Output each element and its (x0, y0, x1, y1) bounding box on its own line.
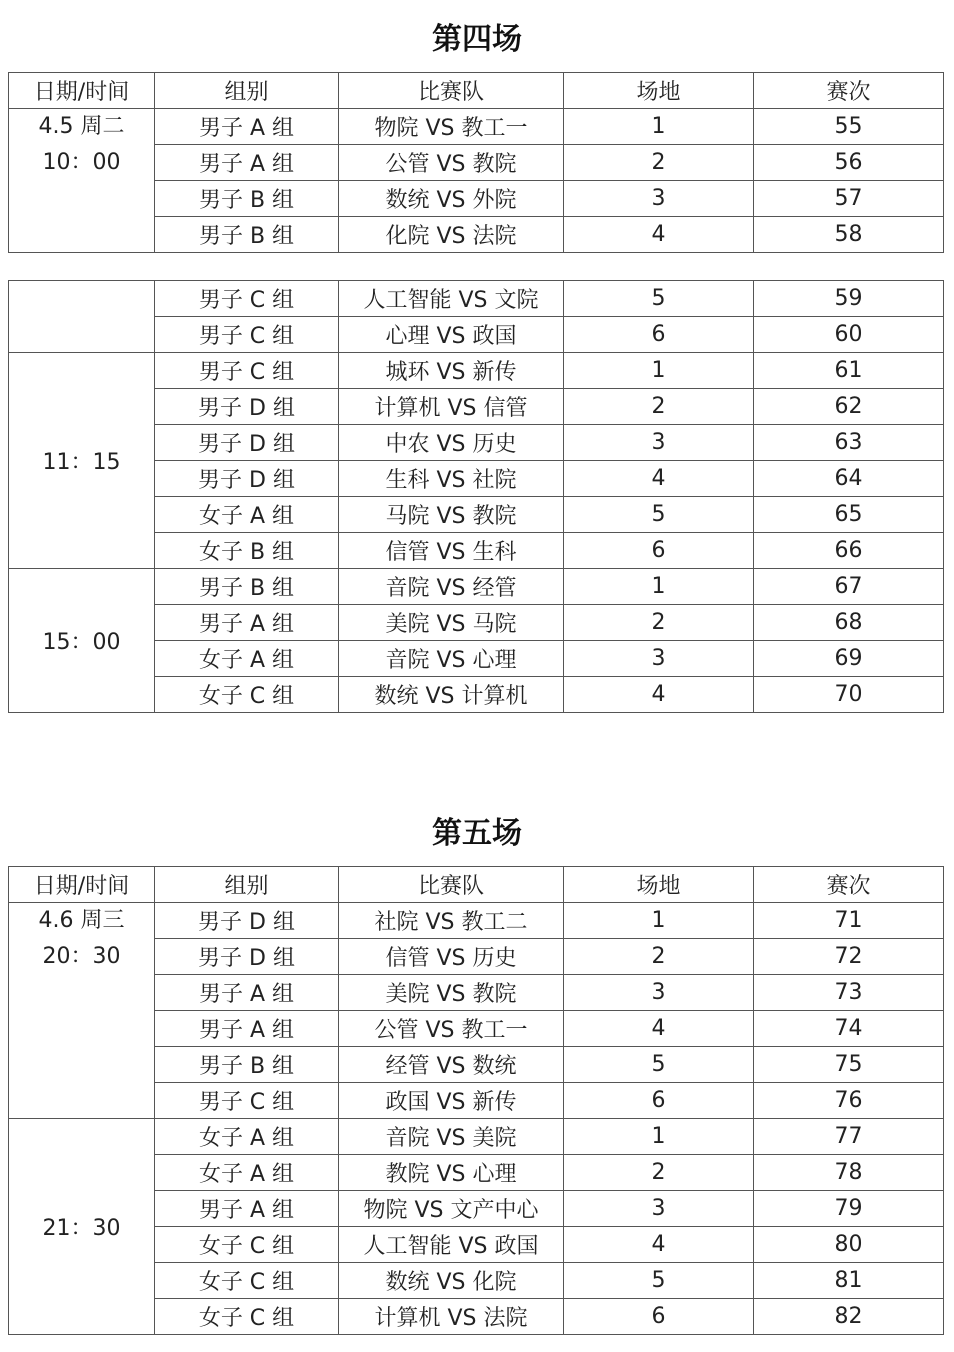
match-number-cell: 56 (754, 145, 944, 181)
group-cell: 女子 C 组 (155, 1227, 339, 1263)
table-row (9, 109, 944, 145)
court-cell: 2 (564, 145, 754, 181)
date-label: 4.5 周二 (38, 114, 125, 139)
court-cell: 5 (564, 1047, 754, 1083)
header-group: 组别 (155, 867, 339, 903)
match-cell: 化院 VS 法院 (339, 217, 564, 253)
court-cell: 3 (564, 425, 754, 461)
match-number-cell: 55 (754, 109, 944, 145)
court-cell: 6 (564, 533, 754, 569)
match-number-cell: 77 (754, 1119, 944, 1155)
section-title: 第四场 (432, 22, 522, 57)
match-number-cell: 76 (754, 1083, 944, 1119)
header-match-number: 赛次 (754, 867, 944, 903)
group-cell: 男子 A 组 (155, 975, 339, 1011)
header-group: 组别 (155, 73, 339, 109)
table-row (9, 1119, 944, 1155)
time-label: 21：30 (42, 1216, 121, 1241)
court-cell: 3 (564, 975, 754, 1011)
match-number-cell: 62 (754, 389, 944, 425)
match-number-cell: 65 (754, 497, 944, 533)
court-cell: 1 (564, 353, 754, 389)
match-cell: 物院 VS 文产中心 (339, 1191, 564, 1227)
time-label: 10：00 (42, 150, 121, 175)
date-time-cell (9, 569, 155, 713)
schedule-table-round4-continued (8, 280, 944, 713)
schedule-table-round5 (8, 866, 944, 1335)
court-cell: 1 (564, 1119, 754, 1155)
court-cell: 2 (564, 389, 754, 425)
group-cell: 女子 C 组 (155, 1263, 339, 1299)
group-cell: 男子 D 组 (155, 461, 339, 497)
match-number-cell: 63 (754, 425, 944, 461)
match-cell: 数统 VS 计算机 (339, 677, 564, 713)
match-cell: 政国 VS 新传 (339, 1083, 564, 1119)
group-cell: 男子 B 组 (155, 217, 339, 253)
group-cell: 男子 C 组 (155, 317, 339, 353)
table-row (9, 903, 944, 939)
match-number-cell: 68 (754, 605, 944, 641)
match-number-cell: 69 (754, 641, 944, 677)
match-number-cell: 60 (754, 317, 944, 353)
match-cell: 美院 VS 马院 (339, 605, 564, 641)
match-number-cell: 81 (754, 1263, 944, 1299)
match-cell: 物院 VS 教工一 (339, 109, 564, 145)
court-cell: 1 (564, 569, 754, 605)
table-row (9, 353, 944, 389)
date-time-cell (9, 281, 155, 353)
court-cell: 5 (564, 281, 754, 317)
match-cell: 城环 VS 新传 (339, 353, 564, 389)
match-cell: 中农 VS 历史 (339, 425, 564, 461)
date-time-cell (9, 353, 155, 569)
court-cell: 4 (564, 677, 754, 713)
match-number-cell: 66 (754, 533, 944, 569)
match-cell: 音院 VS 美院 (339, 1119, 564, 1155)
match-cell: 经管 VS 数统 (339, 1047, 564, 1083)
match-number-cell: 72 (754, 939, 944, 975)
court-cell: 6 (564, 1299, 754, 1335)
date-label: 4.6 周三 (38, 908, 125, 933)
match-number-cell: 64 (754, 461, 944, 497)
table-row (9, 569, 944, 605)
match-number-cell: 67 (754, 569, 944, 605)
group-cell: 男子 D 组 (155, 903, 339, 939)
group-cell: 男子 A 组 (155, 145, 339, 181)
group-cell: 男子 C 组 (155, 353, 339, 389)
match-cell: 人工智能 VS 政国 (339, 1227, 564, 1263)
table-header-row (9, 73, 944, 109)
court-cell: 2 (564, 605, 754, 641)
group-cell: 男子 D 组 (155, 425, 339, 461)
match-cell: 美院 VS 教院 (339, 975, 564, 1011)
match-cell: 公管 VS 教工一 (339, 1011, 564, 1047)
date-time-cell (9, 1119, 155, 1335)
match-cell: 数统 VS 化院 (339, 1263, 564, 1299)
court-cell: 6 (564, 1083, 754, 1119)
match-cell: 生科 VS 社院 (339, 461, 564, 497)
match-cell: 音院 VS 经管 (339, 569, 564, 605)
header-date-time: 日期/时间 (9, 73, 155, 109)
header-court: 场地 (564, 73, 754, 109)
match-number-cell: 80 (754, 1227, 944, 1263)
match-cell: 公管 VS 教院 (339, 145, 564, 181)
schedule-table-round4 (8, 72, 944, 253)
header-match: 比赛队 (339, 867, 564, 903)
court-cell: 3 (564, 641, 754, 677)
match-number-cell: 58 (754, 217, 944, 253)
group-cell: 女子 C 组 (155, 1299, 339, 1335)
group-cell: 男子 A 组 (155, 1191, 339, 1227)
court-cell: 6 (564, 317, 754, 353)
header-court: 场地 (564, 867, 754, 903)
group-cell: 男子 B 组 (155, 181, 339, 217)
court-cell: 3 (564, 181, 754, 217)
match-cell: 信管 VS 历史 (339, 939, 564, 975)
match-cell: 音院 VS 心理 (339, 641, 564, 677)
match-number-cell: 79 (754, 1191, 944, 1227)
time-label: 11：15 (42, 450, 121, 475)
group-cell: 男子 B 组 (155, 1047, 339, 1083)
table-header-row (9, 867, 944, 903)
court-cell: 4 (564, 461, 754, 497)
group-cell: 男子 D 组 (155, 939, 339, 975)
match-number-cell: 71 (754, 903, 944, 939)
date-time-cell (9, 903, 155, 1119)
court-cell: 4 (564, 1011, 754, 1047)
match-number-cell: 75 (754, 1047, 944, 1083)
group-cell: 男子 B 组 (155, 569, 339, 605)
match-number-cell: 82 (754, 1299, 944, 1335)
court-cell: 5 (564, 1263, 754, 1299)
group-cell: 女子 A 组 (155, 1119, 339, 1155)
section-title: 第五场 (432, 816, 522, 851)
court-cell: 4 (564, 217, 754, 253)
group-cell: 男子 D 组 (155, 389, 339, 425)
court-cell: 2 (564, 939, 754, 975)
group-cell: 男子 C 组 (155, 1083, 339, 1119)
group-cell: 女子 A 组 (155, 497, 339, 533)
court-cell: 3 (564, 1191, 754, 1227)
date-time-cell (9, 109, 155, 253)
court-cell: 5 (564, 497, 754, 533)
match-number-cell: 73 (754, 975, 944, 1011)
header-date-time: 日期/时间 (9, 867, 155, 903)
court-cell: 1 (564, 903, 754, 939)
match-cell: 数统 VS 外院 (339, 181, 564, 217)
time-label: 20：30 (42, 944, 121, 969)
match-cell: 计算机 VS 信管 (339, 389, 564, 425)
match-cell: 信管 VS 生科 (339, 533, 564, 569)
court-cell: 4 (564, 1227, 754, 1263)
match-number-cell: 70 (754, 677, 944, 713)
group-cell: 女子 C 组 (155, 677, 339, 713)
match-number-cell: 57 (754, 181, 944, 217)
court-cell: 2 (564, 1155, 754, 1191)
group-cell: 男子 A 组 (155, 605, 339, 641)
group-cell: 女子 B 组 (155, 533, 339, 569)
group-cell: 男子 C 组 (155, 281, 339, 317)
header-match-number: 赛次 (754, 73, 944, 109)
match-cell: 马院 VS 教院 (339, 497, 564, 533)
match-number-cell: 74 (754, 1011, 944, 1047)
match-number-cell: 78 (754, 1155, 944, 1191)
match-cell: 人工智能 VS 文院 (339, 281, 564, 317)
match-number-cell: 61 (754, 353, 944, 389)
match-number-cell: 59 (754, 281, 944, 317)
group-cell: 女子 A 组 (155, 1155, 339, 1191)
match-cell: 教院 VS 心理 (339, 1155, 564, 1191)
header-match: 比赛队 (339, 73, 564, 109)
table-row (9, 281, 944, 317)
group-cell: 女子 A 组 (155, 641, 339, 677)
match-cell: 心理 VS 政国 (339, 317, 564, 353)
court-cell: 1 (564, 109, 754, 145)
group-cell: 男子 A 组 (155, 1011, 339, 1047)
match-cell: 计算机 VS 法院 (339, 1299, 564, 1335)
match-cell: 社院 VS 教工二 (339, 903, 564, 939)
group-cell: 男子 A 组 (155, 109, 339, 145)
time-label: 15：00 (42, 630, 121, 655)
